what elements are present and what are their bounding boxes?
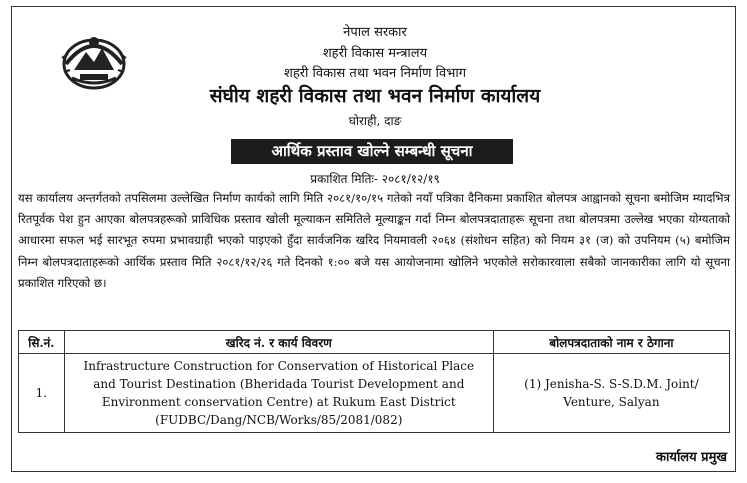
row-sn: 1.	[19, 354, 65, 433]
header-office: संघीय शहरी विकास तथा भवन निर्माण कार्यालय	[209, 85, 541, 107]
header-location: घोराही, दाङ	[348, 114, 402, 128]
col-header-work: खरिद नं. र कार्य विवरण	[64, 331, 493, 354]
col-header-sn: सि.नं.	[19, 331, 65, 354]
col-header-bidder: बोलपत्रदाताको नाम र ठेगाना	[493, 331, 729, 354]
notice-body: यस कार्यालय अन्तर्गतको तपसिलमा उल्लेखित निर्माण कार्यको लागि मिति २०८१/१०/१५ गतेको नयाँ पत्रिका दैनिकमा प्रकाशित बोलपत्र आह्वानको सूचना बमोजिम म्यादभित्र रितपूर्वक पेश हुन आएका बोलपत्रहरूको प्राविधिक प्रस्ताव खोली मूल्याकन समितिले मूल्याङ्कन गर्दा निम्न बोलपत्रदाताहरू सूचना तथा बोलपत्रमा उल्लेख भएका योग्यताको आधारमा सफल भई सारभूत रुपमा प्रभावग्राही भएको पाइएको हुँदा सार्वजनिक खरिद नियमावली २०६४ (संशोधन सहित) को नियम ३१ (ज) को उपनियम (५) बमोजिम निम्न बोलपत्रदाताहरूको आर्थिक प्रस्ताव मिति २०८१/१२/२६ गते दिनको १:०० बजे यस आयोजनामा खोलिने भएकोले सरोकारवाला सबैको जानकारीका लागि यो सूचना प्रकाशित गरिएको छ।	[18, 191, 730, 290]
header-ministry: शहरी विकास मन्त्रालय	[322, 46, 428, 61]
nepal-government-emblem-icon	[58, 30, 130, 92]
published-date: प्रकाशित मितिः- २०८१/१२/१९	[310, 172, 440, 186]
row-bidder: (1) Jenisha-S. S-S.D.M. Joint/ Venture, Salyan	[493, 354, 729, 433]
signoff: कार्यालय प्रमुख	[656, 450, 727, 465]
table-header-row	[19, 331, 730, 354]
row-work: Infrastructure Construction for Conservation of Historical Place and Tourist Destination (Bheridada Tourist Development and Environment conservation Centre) at Rukum East District (FUDBC/Dang/NCB/Works/85/2081/082)	[64, 354, 493, 433]
header-department: शहरी विकास तथा भवन निर्माण विभाग	[283, 66, 467, 81]
table-row	[19, 354, 730, 433]
header-government: नेपाल सरकार	[343, 25, 407, 40]
bid-table	[18, 330, 730, 433]
notice-title: आर्थिक प्रस्ताव खोल्ने सम्बन्धी सूचना	[231, 139, 513, 164]
